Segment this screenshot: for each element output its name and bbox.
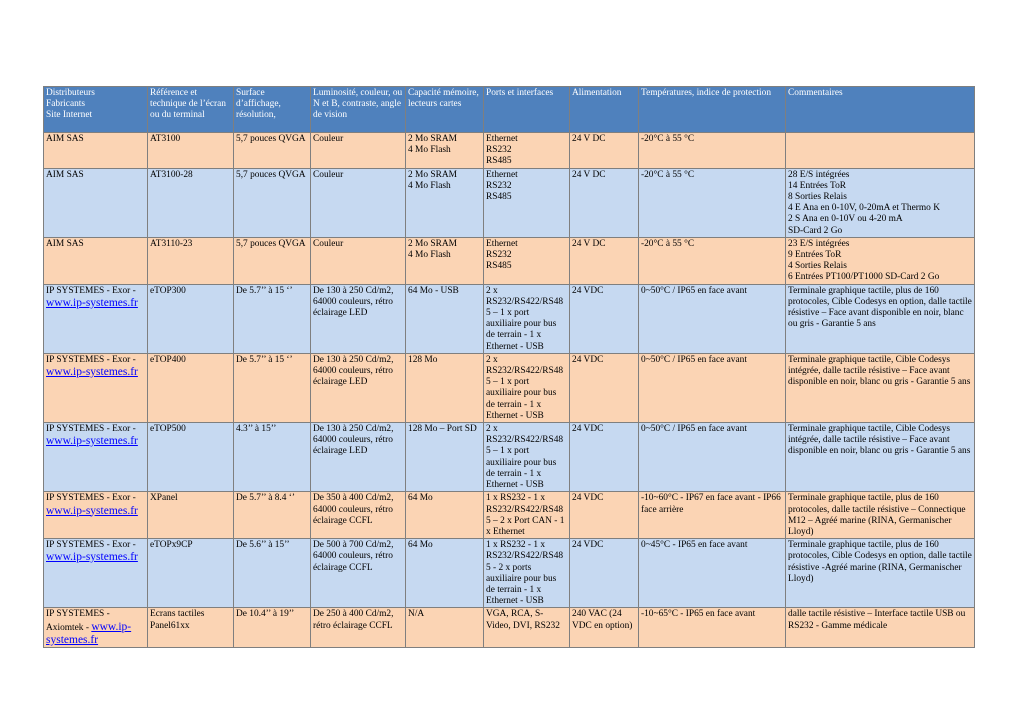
cell-ports: VGA, RCA, S-Video, DVI, RS232: [484, 608, 570, 648]
cell-luminosite: De 500 à 700 Cd/m2, 64000 couleurs, rétro éclairage CCFL: [311, 539, 406, 608]
cell-surface: De 5.6’’ à 15’’: [234, 539, 311, 608]
memoire-line: 2 Mo SRAM: [408, 169, 457, 180]
cell-memoire: [406, 423, 484, 492]
ports-line: 2 x: [486, 285, 498, 296]
cell-alimentation: 24 V DC: [570, 133, 639, 169]
cell-surface: De 10.4’’ à 19’’: [234, 608, 311, 648]
commentaire-line: 14 Entrées ToR: [788, 180, 847, 191]
ports-line: 2 x: [486, 354, 498, 365]
ports-line: 5 – 1 x port: [486, 446, 530, 457]
cell-commentaire: Terminale graphique tactile, Cible Codesys intégrée, dalle tactile résistive – Face avant disponible en noir, blanc ou gris - Garantie 5 ans: [786, 423, 975, 492]
ports-line: RS232/RS422/RS48: [486, 296, 564, 307]
ports-line: auxiliaire pour bus: [486, 457, 557, 468]
header-memoire: Capacité mémoire, lecteurs cartes: [406, 87, 484, 133]
commentaire-line: 4 Sorties Relais: [788, 261, 847, 272]
commentaire-line: 28 E/S intégrées: [788, 169, 850, 180]
distributeur-name: IP SYSTEMES - Exor -: [46, 493, 136, 504]
commentaire-line: 23 E/S intégrées: [788, 238, 850, 249]
ports-line: de terrain - 1 x: [486, 468, 542, 479]
ports-line: Ethernet - USB: [486, 480, 544, 491]
site-link[interactable]: www.ip-systemes.fr: [46, 435, 138, 448]
cell-luminosite: Couleur: [311, 168, 406, 237]
distributeur-name: IP SYSTEMES - Exor -: [46, 354, 136, 365]
ports-line: de terrain - 1 x: [486, 330, 542, 341]
cell-memoire: N/A: [406, 608, 484, 648]
site-link[interactable]: www.ip-systemes.fr: [46, 296, 138, 309]
cell-temperature: 0~50°C / IP65 en face avant: [639, 353, 786, 422]
memoire-line: 2 Mo SRAM: [408, 238, 457, 249]
distributeur-name: IP SYSTEMES - Exor -: [46, 540, 136, 551]
ports-line: auxiliaire pour bus: [486, 388, 557, 399]
ports-line: 5 – 1 x port: [486, 377, 530, 388]
table-row: [44, 423, 975, 492]
ports-line: Ethernet - USB: [486, 341, 544, 352]
ports-line: 5 – 1 x port: [486, 308, 530, 319]
table-row: [44, 133, 975, 169]
ports-line: Ethernet: [486, 134, 518, 144]
cell-luminosite: De 130 à 250 Cd/m2, 64000 couleurs, rétro éclairage LED: [311, 423, 406, 492]
site-link[interactable]: www.ip-systemes.fr: [46, 504, 138, 517]
cell-reference: eTOP400: [148, 353, 234, 422]
cell-commentaire: Terminale graphique tactile, plus de 160 protocoles, dalle tactile résistive – Connectique M12 – Agréé marine (RINA, Germanischer Lloyd): [786, 492, 975, 539]
memoire-line: 4 Mo Flash: [408, 145, 451, 156]
cell-distributeur: [44, 423, 148, 492]
cell-alimentation: 24 V DC: [570, 237, 639, 284]
ports-line: RS485: [486, 192, 512, 203]
cell-distributeur: [44, 353, 148, 422]
cell-commentaire: dalle tactile résistive – Interface tactile USB ou RS232 - Gamme médicale: [786, 608, 975, 648]
table-row: [44, 284, 975, 353]
header-row: [44, 87, 975, 133]
commentaire-line: 4 E Ana en 0-10V, 0-20mA et Thermo K: [788, 203, 940, 214]
site-link-continued[interactable]: systemes.fr: [46, 633, 99, 646]
ports-line: auxiliaire pour bus: [486, 573, 557, 584]
header-commentaires: Commentaires: [786, 87, 975, 133]
cell-commentaire: Terminale graphique tactile, Cible Codesys intégrée, dalle tactile résistive – Face avant disponible en noir, blanc ou gris - Garantie 5 ans: [786, 353, 975, 422]
cell-ports: [484, 284, 570, 353]
table-row: [44, 353, 975, 422]
cell-temperature: 0~50°C / IP65 en face avant: [639, 423, 786, 492]
memoire-line: 4 Mo Flash: [408, 250, 451, 261]
cell-reference: Ecrans tactiles Panel61xx: [148, 608, 234, 648]
cell-reference: eTOP500: [148, 423, 234, 492]
table-row: [44, 237, 975, 284]
ports-line: RS485: [486, 261, 512, 272]
cell-surface: 5,7 pouces QVGA: [234, 168, 311, 237]
site-link[interactable]: www.ip-: [91, 620, 132, 633]
memoire-line: 128 Mo – Port SD: [408, 424, 477, 435]
cell-surface: 4.3’’ à 15’’: [234, 423, 311, 492]
ports-line: de terrain - 1 x: [486, 399, 542, 410]
ports-line: x Ethernet: [486, 526, 525, 537]
cell-distributeur: AIM SAS: [44, 168, 148, 237]
cell-reference: AT3100: [148, 133, 234, 169]
cell-commentaire: [786, 168, 975, 237]
ports-line: Ethernet - USB: [486, 596, 544, 607]
cell-memoire: 64 Mo: [406, 539, 484, 608]
table-row: [44, 608, 975, 648]
cell-alimentation: 24 VDC: [570, 284, 639, 353]
cell-commentaire: Terminale graphique tactile, plus de 160 protocoles, Cible Codesys en option, dalle tactile résistive -Agréé marine (RINA, Germanischer Lloyd): [786, 539, 975, 608]
cell-memoire: [406, 237, 484, 284]
commentaire-line: 9 Entrées ToR: [788, 250, 842, 261]
cell-surface: 5,7 pouces QVGA: [234, 237, 311, 284]
ports-line: 5 - 2 x ports: [486, 562, 532, 573]
ports-line: Ethernet: [486, 238, 518, 249]
ports-line: auxiliaire pour bus: [486, 319, 557, 330]
header-temperatures: Températures, indice de protection: [639, 87, 786, 133]
header-surface: Surface d’affichage, résolution,: [234, 87, 311, 133]
cell-temperature: 0~45°C - IP65 en face avant: [639, 539, 786, 608]
ports-line: 2 x: [486, 424, 498, 435]
cell-reference: AT3110-23: [148, 237, 234, 284]
table-row: [44, 539, 975, 608]
site-link[interactable]: www.ip-systemes.fr: [46, 366, 138, 379]
ports-line: 1 x RS232 - 1 x: [486, 493, 546, 504]
distributeur-name: IP SYSTEMES -: [46, 609, 110, 620]
cell-distributeur: AIM SAS: [44, 237, 148, 284]
cell-ports: [484, 168, 570, 237]
cell-commentaire: [786, 237, 975, 284]
cell-commentaire: Terminale graphique tactile, plus de 160 protocoles, Cible Codesys en option, dalle tactile résistive – Face avant disponible en noir, blanc ou gris - Garantie 5 ans: [786, 284, 975, 353]
cell-reference: AT3100-28: [148, 168, 234, 237]
cell-ports: [484, 133, 570, 169]
cell-distributeur: [44, 492, 148, 539]
cell-alimentation: 24 VDC: [570, 492, 639, 539]
header-distrib-line: Distributeurs: [46, 88, 95, 98]
memoire-line: 4 Mo Flash: [408, 180, 451, 191]
cell-distributeur: [44, 284, 148, 353]
cell-luminosite: De 130 à 250 Cd/m2, 64000 couleurs, rétro éclairage LED: [311, 284, 406, 353]
header-ports: Ports et interfaces: [484, 87, 570, 133]
cell-alimentation: 240 VAC (24 VDC en option): [570, 608, 639, 648]
ports-line: RS232: [486, 180, 512, 191]
cell-temperature: -20°C à 55 °C: [639, 237, 786, 284]
cell-alimentation: 24 VDC: [570, 353, 639, 422]
table-row: [44, 168, 975, 237]
cell-alimentation: 24 VDC: [570, 539, 639, 608]
cell-surface: De 5.7’’ à 15 ‘’: [234, 353, 311, 422]
cell-ports: [484, 237, 570, 284]
ports-line: RS232: [486, 145, 512, 156]
cell-memoire: 64 Mo: [406, 492, 484, 539]
ports-line: RS232/RS422/RS48: [486, 366, 564, 377]
ports-line: RS232: [486, 250, 512, 261]
ports-line: Ethernet - USB: [486, 410, 544, 421]
cell-temperature: -20°C à 55 °C: [639, 168, 786, 237]
table-row: [44, 492, 975, 539]
site-link[interactable]: www.ip-systemes.fr: [46, 551, 138, 564]
header-distrib-line: Site Internet: [46, 110, 93, 121]
cell-commentaire: [786, 133, 975, 169]
cell-reference: XPanel: [148, 492, 234, 539]
cell-temperature: -20°C à 55 °C: [639, 133, 786, 169]
cell-temperature: -10~65°C - IP65 en face avant: [639, 608, 786, 648]
ports-line: Ethernet: [486, 169, 518, 180]
header-luminosite: Luminosité, couleur, ou N et B, contraste, angle de vision: [311, 87, 406, 133]
cell-luminosite: De 350 à 400 Cd/m2, 64000 couleurs, rétro éclairage CCFL: [311, 492, 406, 539]
memoire-line: 2 Mo SRAM: [408, 134, 457, 144]
cell-ports: [484, 423, 570, 492]
cell-distributeur: [44, 539, 148, 608]
commentaire-line: SD-Card 2 Go: [788, 225, 843, 236]
cell-memoire: 128 Mo: [406, 353, 484, 422]
ports-line: 1 x RS232 - 1 x: [486, 540, 546, 551]
cell-temperature: 0~50°C / IP65 en face avant: [639, 284, 786, 353]
header-distrib-line: Fabricants: [46, 99, 86, 110]
ports-line: RS485: [486, 156, 512, 167]
cell-surface: 5,7 pouces QVGA: [234, 133, 311, 169]
cell-alimentation: 24 VDC: [570, 423, 639, 492]
cell-luminosite: De 130 à 250 Cd/m2, 64000 couleurs, rétro éclairage LED: [311, 353, 406, 422]
cell-surface: De 5.7’’ à 8.4 ‘’: [234, 492, 311, 539]
commentaire-line: 8 Sorties Relais: [788, 192, 847, 203]
header-reference: Référence et technique de l’écran ou du terminal: [148, 87, 234, 133]
distributeur-name: IP SYSTEMES - Exor -: [46, 285, 136, 296]
comparison-table: [43, 86, 975, 648]
cell-distributeur: [44, 608, 148, 648]
ports-line: de terrain - 1 x: [486, 584, 542, 595]
cell-temperature: -10~60°C - IP67 en face avant - IP66 face arrière: [639, 492, 786, 539]
cell-reference: eTOPx9CP: [148, 539, 234, 608]
ports-line: RS232/RS422/RS48: [486, 435, 564, 446]
ports-line: RS232/RS422/RS48: [486, 551, 564, 562]
cell-distributeur: AIM SAS: [44, 133, 148, 169]
cell-ports: [484, 353, 570, 422]
cell-reference: eTOP300: [148, 284, 234, 353]
distributeur-name: IP SYSTEMES - Exor -: [46, 424, 136, 435]
cell-luminosite: De 250 à 400 Cd/m2, rétro éclairage CCFL: [311, 608, 406, 648]
cell-ports: [484, 539, 570, 608]
commentaire-line: 6 Entrées PT100/PT1000 SD-Card 2 Go: [788, 272, 940, 283]
cell-alimentation: 24 V DC: [570, 168, 639, 237]
cell-surface: De 5.7’’ à 15 ‘’: [234, 284, 311, 353]
ports-line: 5 – 2 x Port CAN - 1: [486, 515, 565, 526]
header-distributeurs: [44, 87, 148, 133]
ports-line: RS232/RS422/RS48: [486, 504, 564, 515]
cell-memoire: [406, 168, 484, 237]
axiomtek-label: Axiomtek -: [46, 622, 92, 633]
distributeur-name-line2: [46, 621, 145, 634]
cell-luminosite: Couleur: [311, 237, 406, 284]
commentaire-line: 2 S Ana en 0-10V ou 4-20 mA: [788, 214, 903, 225]
header-alimentation: Alimentation: [570, 87, 639, 133]
cell-luminosite: Couleur: [311, 133, 406, 169]
cell-memoire: 64 Mo - USB: [406, 284, 484, 353]
cell-memoire: [406, 133, 484, 169]
cell-ports: [484, 492, 570, 539]
